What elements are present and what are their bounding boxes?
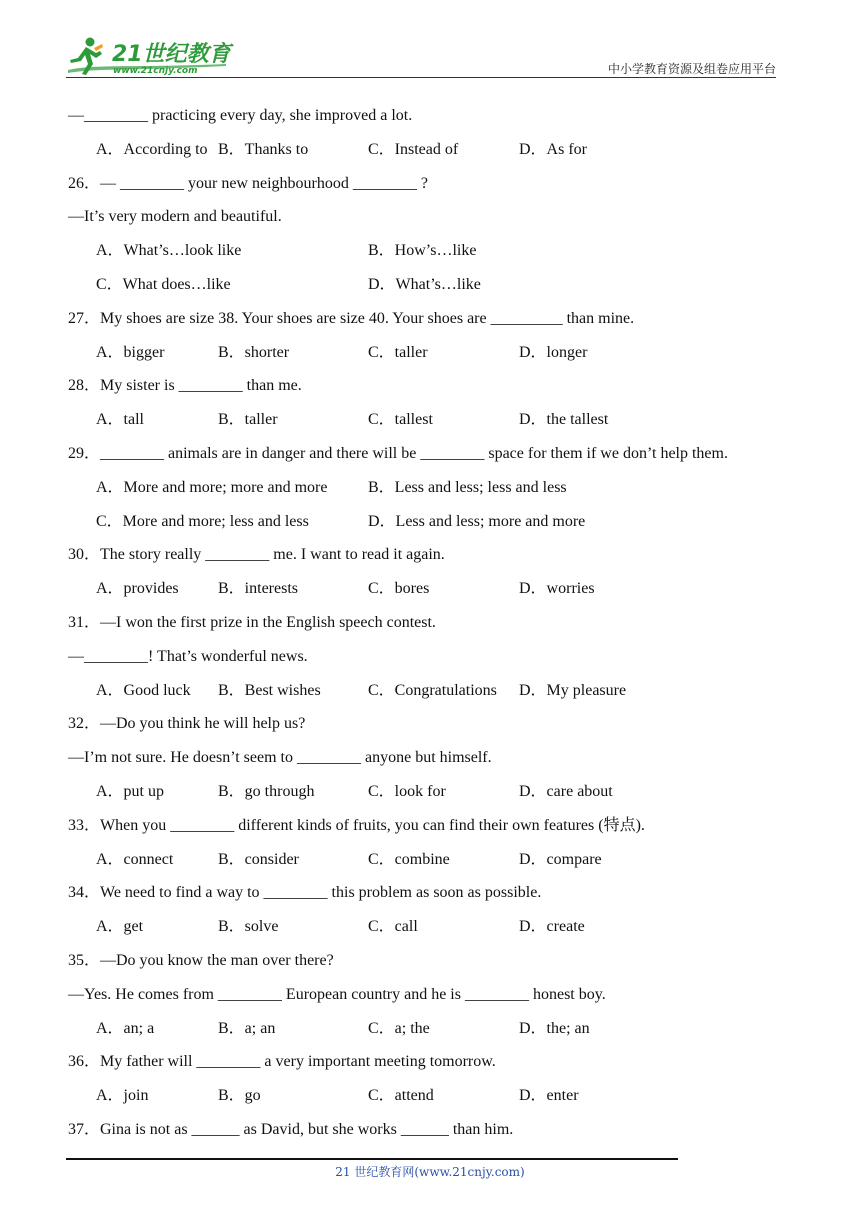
answer-option-b: B．solve [218,918,279,936]
answer-option-b: B．shorter [218,343,290,361]
question-line: —Yes. He comes from ________ European country and he is ________ honest boy. [68,985,606,1003]
question-line: 29．________ animals are in danger and there will be ________ space for them if we don’t help them. [68,444,728,462]
logo-url: www.21cnjy.com [113,66,198,76]
answer-option-a: A．According to [96,140,208,158]
answer-option-b: D．Less and less; more and more [368,512,586,530]
answer-option-c: C．look for [368,782,446,800]
page-header [66,34,776,78]
answer-option-a: A．tall [96,411,144,429]
answer-option-d: D．create [519,918,585,936]
answer-option-c: C．attend [368,1087,434,1105]
answer-options-row [68,1016,788,1050]
answer-options-row [68,137,788,171]
answer-option-c: C．call [368,918,418,936]
question-line: 27．My shoes are size 38. Your shoes are size 40. Your shoes are _________ than mine. [68,309,635,327]
answer-option-d: D．As for [519,140,587,158]
site-slogan: 中小学教育资源及组卷应用平台 [607,62,776,76]
answer-option-c: C．taller [368,343,428,361]
question-line: 36．My father will ________ a very important meeting tomorrow. [68,1053,496,1071]
question-line: —________ practicing every day, she improved a lot. [68,107,413,124]
answer-option-d: D．compare [519,850,602,868]
question-line: 32．—Do you think he will help us? [68,715,306,733]
answer-option-c: C．bores [368,580,430,598]
answer-option-a: C．What does…like [96,275,231,293]
answer-option-d: D．the tallest [519,411,609,429]
question-line: 37．Gina is not as ______ as David, but she works ______ than him. [68,1120,514,1138]
answer-options-row [68,238,788,272]
answer-option-c: C．combine [368,850,450,868]
answer-option-b: B．go through [218,782,315,800]
answer-option-b: B．Best wishes [218,681,321,699]
question-list [68,103,788,1151]
question-line: —________! That’s wonderful news. [68,647,308,665]
answer-option-d: D．worries [519,580,595,598]
answer-option-d: D．the; an [519,1019,590,1037]
question-line: 28．My sister is ________ than me. [68,377,302,395]
answer-option-a: A．get [96,918,144,936]
answer-options-row [68,779,788,813]
answer-option-a: A．More and more; more and more [96,478,328,496]
answer-options-row [68,509,788,543]
answer-options-row [68,475,788,509]
answer-option-b: B．Less and less; less and less [368,478,567,496]
answer-option-a: A．join [96,1087,149,1105]
question-line: —I’m not sure. He doesn’t seem to ________ anyone but himself. [68,749,492,767]
answer-option-c: C．Congratulations [368,681,497,699]
question-line: 26．— ________ your new neighbourhood ________ ? [68,174,428,192]
answer-option-d: D．longer [519,343,588,361]
logo [66,34,236,78]
answer-option-a: C．More and more; less and less [96,512,309,530]
answer-option-d: D．care about [519,782,613,800]
answer-option-a: A．Good luck [96,681,191,699]
answer-option-b: B．consider [218,850,299,868]
answer-option-b: B．taller [218,411,278,429]
logo-wordmark: 21世纪教育 [112,42,231,67]
header-divider [66,77,776,78]
question-line: —It’s very modern and beautiful. [68,208,282,226]
question-line: 30．The story really ________ me. I want to read it again. [68,546,445,564]
answer-option-a: A．put up [96,782,165,800]
answer-option-a: A．provides [96,580,179,598]
answer-option-b: B．Thanks to [218,140,309,158]
answer-options-row [68,576,788,610]
answer-option-d: D．enter [519,1087,579,1105]
answer-options-row [68,340,788,374]
answer-option-b: B．a; an [218,1019,276,1037]
answer-option-a: A．connect [96,850,174,868]
answer-options-row [68,847,788,881]
question-line: 35．—Do you know the man over there? [68,951,334,969]
answer-option-a: A．What’s…look like [96,242,242,260]
question-line: 34．We need to find a way to ________ this problem as soon as possible. [68,884,542,902]
runner-icon [66,34,236,78]
answer-option-c: C．a; the [368,1019,430,1037]
answer-option-c: C．tallest [368,411,433,429]
answer-options-row [68,272,788,306]
answer-option-b: B．interests [218,580,298,598]
answer-options-row [68,1083,788,1117]
answer-options-row [68,678,788,712]
answer-options-row [68,407,788,441]
answer-option-c: C．Instead of [368,140,459,158]
question-line: 33．When you ________ different kinds of fruits, you can find their own features (特点). [68,816,645,834]
answer-option-b: D．What’s…like [368,275,481,293]
question-line: 31．—I won the first prize in the English speech contest. [68,613,436,631]
answer-option-b: B．How’s…like [368,242,477,260]
answer-option-a: A．bigger [96,343,165,361]
answer-option-d: D．My pleasure [519,681,627,699]
footer-source: 21 世纪教育网(www.21cnjy.com) [335,1165,525,1179]
footer-divider [66,1158,678,1160]
answer-option-b: B．go [218,1087,261,1105]
answer-option-a: A．an; a [96,1019,155,1037]
answer-options-row [68,914,788,948]
